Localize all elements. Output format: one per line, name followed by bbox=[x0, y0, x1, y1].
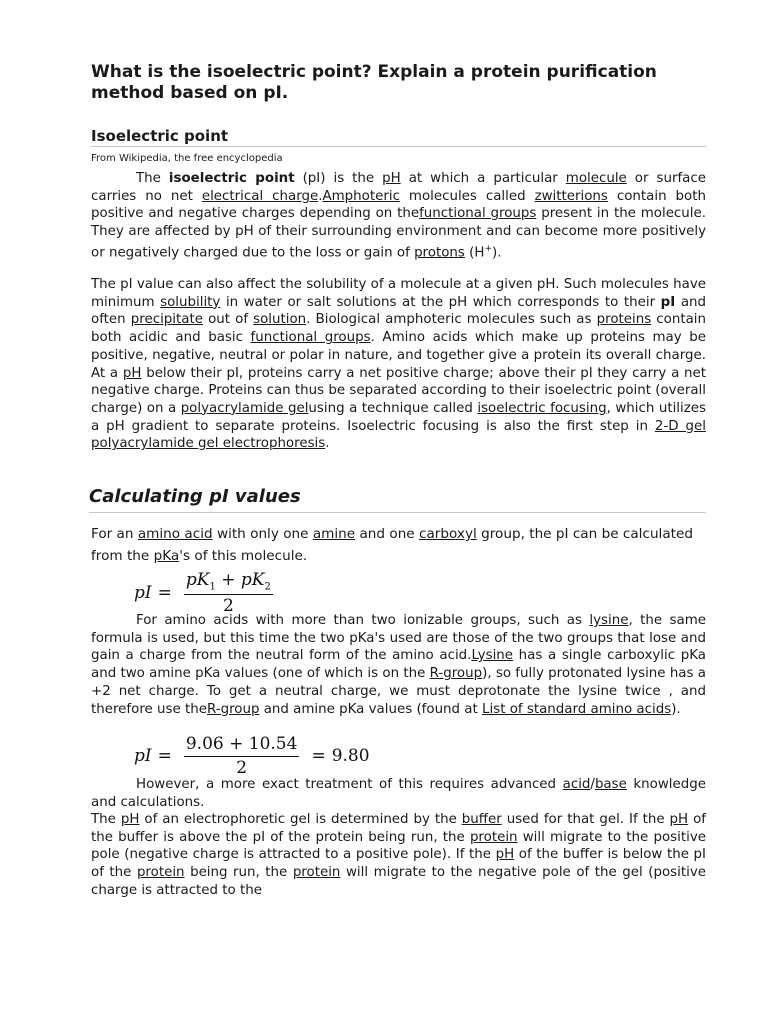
link-electrical-charge[interactable]: electrical charge bbox=[201, 188, 319, 204]
link-r-group-2[interactable]: R-group bbox=[206, 701, 260, 717]
link-polyacrylamide-gel[interactable]: polyacrylamide gel bbox=[180, 400, 309, 416]
link-pka[interactable]: pKa bbox=[153, 548, 180, 564]
link-ph-3[interactable]: pH bbox=[120, 812, 140, 827]
paragraph-lysine: For amino acids with more than two ionizable groups, such as lysine, the same formula is used, but this time the two pKa's used are those of the two groups that lose and gain a charge from the neutral form of the amino acid.Lysine has a single carboxylic pKa and two amine pKa values (one of which is on the R-group), so fully protonated lysine has a +2 net charge. To get a neutral charge, we must deprotonate the lysine twice , and therefore use theR-group and amine pKa values (found at List of standard amino acids). bbox=[91, 613, 706, 717]
link-base[interactable]: base bbox=[594, 777, 627, 792]
link-ph-2[interactable]: pH bbox=[122, 365, 142, 381]
section-heading-calculating-pi: Calculating pI values bbox=[89, 485, 706, 513]
link-ph-4[interactable]: pH bbox=[669, 812, 689, 827]
link-amino-acid[interactable]: amino acid bbox=[137, 526, 213, 542]
link-acid[interactable]: acid bbox=[562, 777, 591, 792]
bold-term: isoelectric point bbox=[168, 171, 295, 186]
link-ph[interactable]: pH bbox=[382, 171, 401, 186]
link-buffer[interactable]: buffer bbox=[461, 812, 502, 827]
link-zwitterions[interactable]: zwitterions bbox=[534, 188, 608, 204]
link-amphoteric[interactable]: Amphoteric bbox=[322, 188, 400, 204]
link-ph-5[interactable]: pH bbox=[495, 847, 515, 863]
link-amine[interactable]: amine bbox=[312, 526, 356, 542]
link-functional-groups-2[interactable]: functional groups bbox=[250, 330, 371, 346]
link-solubility[interactable]: solubility bbox=[160, 294, 221, 310]
formula-pi-average: pI = $\frac{pK_1 + pK_2}{2}$ bbox=[134, 570, 271, 617]
link-precipitate[interactable]: precipitate bbox=[130, 312, 203, 328]
section-heading-isoelectric-point: Isoelectric point bbox=[91, 126, 706, 147]
link-solution[interactable]: solution bbox=[253, 312, 307, 328]
source-note: From Wikipedia, the free encyclopedia bbox=[91, 153, 283, 164]
link-2d-gel-electrophoresis[interactable]: 2-D gel polyacrylamide gel electrophoresis bbox=[91, 418, 706, 452]
link-molecule[interactable]: molecule bbox=[565, 171, 627, 186]
page-title: What is the isoelectric point? Explain a protein purification method based on pI. bbox=[91, 62, 657, 103]
bold-term: pI bbox=[660, 294, 676, 310]
paragraph-solubility: The pI value can also affect the solubility of a molecule at a given pH. Such molecules have minimum solubility in water or salt solutions at the pH which corresponds to their pI and often precipitate out of solution. Biological amphoteric molecules such as proteins contain both acidic and basic functional groups. Amino acids which make up proteins may be positive, negative, neutral or polar in nature, and together give a protein its overall charge. At a pH below their pI, proteins carry a net positive charge; above their pI they carry a net negative charge. Proteins can thus be separated according to their isoelectric point (overall charge) on a polyacrylamide gelusing a technique called isoelectric focusing, which utilizes a pH gradient to separate proteins. Isoelectric focusing is also the first step in 2-D gel polyacrylamide gel electrophoresis. bbox=[91, 277, 707, 452]
link-protein-2[interactable]: protein bbox=[136, 865, 185, 881]
paragraph-exact-treatment: However, a more exact treatment of this requires advanced acid/base knowledge and calculations. bbox=[91, 777, 707, 810]
link-list-standard-amino-acids[interactable]: List of standard amino acids bbox=[482, 701, 672, 717]
link-isoelectric-focusing[interactable]: isoelectric focusing bbox=[477, 400, 607, 416]
link-lysine[interactable]: lysine bbox=[589, 613, 629, 628]
link-proteins[interactable]: proteins bbox=[596, 312, 652, 328]
link-lysine-2[interactable]: Lysine bbox=[471, 648, 514, 664]
paragraph-definition: The isoelectric point (pI) is the pH at which a particular molecule or surface carries no net electrical charge.Amphoteric molecules called zwitterions contain both positive and negative charges depending on thefunctional groups present in the molecule. They are affected by pH of their surrounding environment and can become more positively or negatively charged due to the loss or gain of protons (H+). bbox=[91, 171, 706, 261]
link-protons[interactable]: protons bbox=[414, 245, 465, 261]
link-r-group[interactable]: R-group bbox=[429, 666, 483, 682]
paragraph-calculation-intro: For an amino acid with only one amine and one carboxyl group, the pI can be calculated from the pKa's of this molecule. bbox=[91, 526, 693, 564]
link-protein[interactable]: protein bbox=[469, 829, 518, 845]
link-functional-groups[interactable]: functional groups bbox=[419, 206, 537, 222]
formula-lysine-pi: pI = $\frac{9.06 + 10.54}{2}$ = 9.80 bbox=[134, 734, 370, 778]
link-carboxyl[interactable]: carboxyl bbox=[419, 526, 477, 542]
link-protein-3[interactable]: protein bbox=[292, 865, 341, 881]
paragraph-gel-ph: The pH of an electrophoretic gel is determined by the buffer used for that gel. If the pH of the buffer is above the pI of the protein being run, the protein will migrate to the positive pole (negative charge is attracted to a positive pole). If the pH of the buffer is below the pI of the protein being run, the protein will migrate to the negative pole of the gel (positive charge is attracted to the bbox=[91, 812, 707, 898]
